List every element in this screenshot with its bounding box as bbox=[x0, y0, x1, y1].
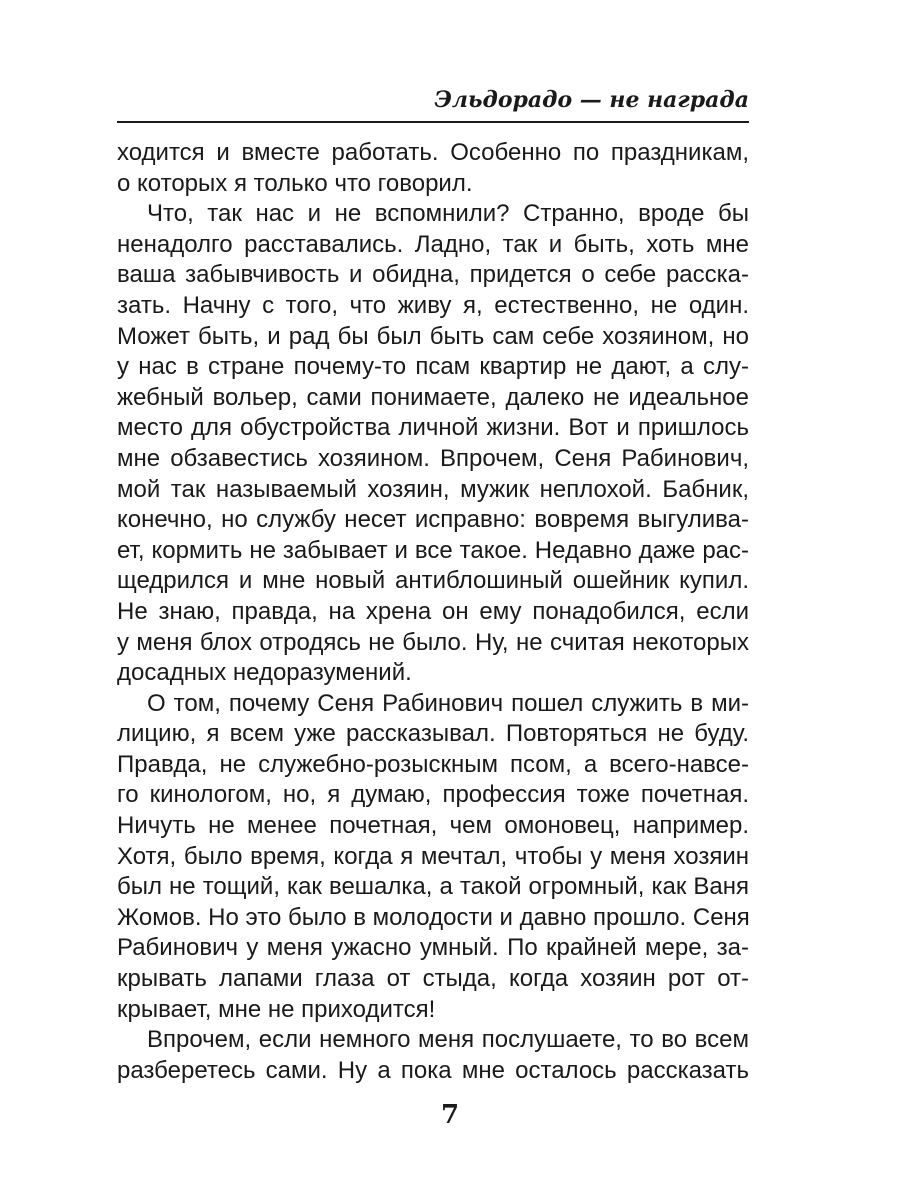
text-line: Хотя, было время, когда я мечтал, чтобы у меня хозяин bbox=[117, 842, 749, 870]
text-line: лицию, я всем уже рассказывал. Повторяться не буду. bbox=[117, 720, 749, 748]
running-title: Эльдорадо — не награда bbox=[117, 86, 749, 123]
text-line: крывать лапами глаза от стыда, когда хозяин рот от- bbox=[117, 965, 749, 993]
body-text bbox=[117, 138, 749, 1086]
text-line: Правда, не служебно-розыскным псом, а всего-навсе- bbox=[117, 750, 749, 778]
text-line: у меня блох отродясь не было. Ну, не считая некоторых bbox=[117, 628, 749, 656]
paragraph bbox=[117, 199, 749, 689]
text-line: досадных недоразумений. bbox=[117, 659, 412, 687]
paragraph bbox=[117, 689, 749, 1026]
page-number: 7 bbox=[440, 1100, 460, 1130]
text-line: Может быть, и рад бы был быть сам себе хозяином, но bbox=[117, 322, 749, 350]
text-line: ет, кормить не забывает и все такое. Недавно даже рас- bbox=[117, 536, 749, 564]
text-line: Рабинович у меня ужасно умный. По крайней мере, за- bbox=[117, 934, 749, 962]
text-line: место для обустройства личной жизни. Вот и пришлось bbox=[117, 414, 749, 442]
text-line: мой так называемый хозяин, мужик неплохой. Бабник, bbox=[117, 475, 749, 503]
text-line: ходится и вместе работать. Особенно по праздникам, bbox=[117, 139, 749, 166]
text-line: мне обзавестись хозяином. Впрочем, Сеня Рабинович, bbox=[117, 444, 749, 472]
text-line: крывает, мне не приходится! bbox=[117, 995, 436, 1023]
text-line: зать. Начну с того, что живу я, естественно, не один. bbox=[117, 291, 749, 319]
text-line: щедрился и мне новый антиблошиный ошейник купил. bbox=[117, 567, 749, 595]
text-line: Жомов. Но это было в молодости и давно прошло. Сеня bbox=[117, 903, 750, 931]
text-line: Что, так нас и не вспомнили? Странно, вроде бы bbox=[147, 200, 749, 228]
text-line: о которых я только что говорил. bbox=[117, 169, 473, 197]
text-line: Ничуть не менее почетная, чем омоновец, например. bbox=[117, 812, 749, 840]
paragraph bbox=[117, 1025, 749, 1086]
text-line: ваша забывчивость и обидна, придется о себе расска- bbox=[117, 261, 749, 289]
text-line: у нас в стране почему-то псам квартир не дают, а слу- bbox=[117, 353, 749, 381]
text-line: конечно, но службу несет исправно: вовремя выгулива- bbox=[117, 506, 749, 534]
text-line: го кинологом, но, я думаю, профессия тоже почетная. bbox=[117, 781, 749, 809]
text-line: был не тощий, как вешалка, а такой огромный, как Ваня bbox=[117, 873, 749, 901]
book-page bbox=[117, 86, 749, 1086]
text-line: Впрочем, если немного меня послушаете, то во всем bbox=[147, 1026, 749, 1054]
text-line: О том, почему Сеня Рабинович пошел служить в ми- bbox=[147, 689, 749, 717]
text-line: ненадолго расставались. Ладно, так и быть, хоть мне bbox=[117, 230, 749, 258]
text-line: Не знаю, правда, на хрена он ему понадобился, если bbox=[117, 597, 749, 625]
paragraph bbox=[117, 138, 749, 199]
text-line: разберетесь сами. Ну а пока мне осталось рассказать bbox=[117, 1056, 749, 1084]
text-line: жебный вольер, сами понимаете, далеко не идеальное bbox=[117, 383, 749, 411]
